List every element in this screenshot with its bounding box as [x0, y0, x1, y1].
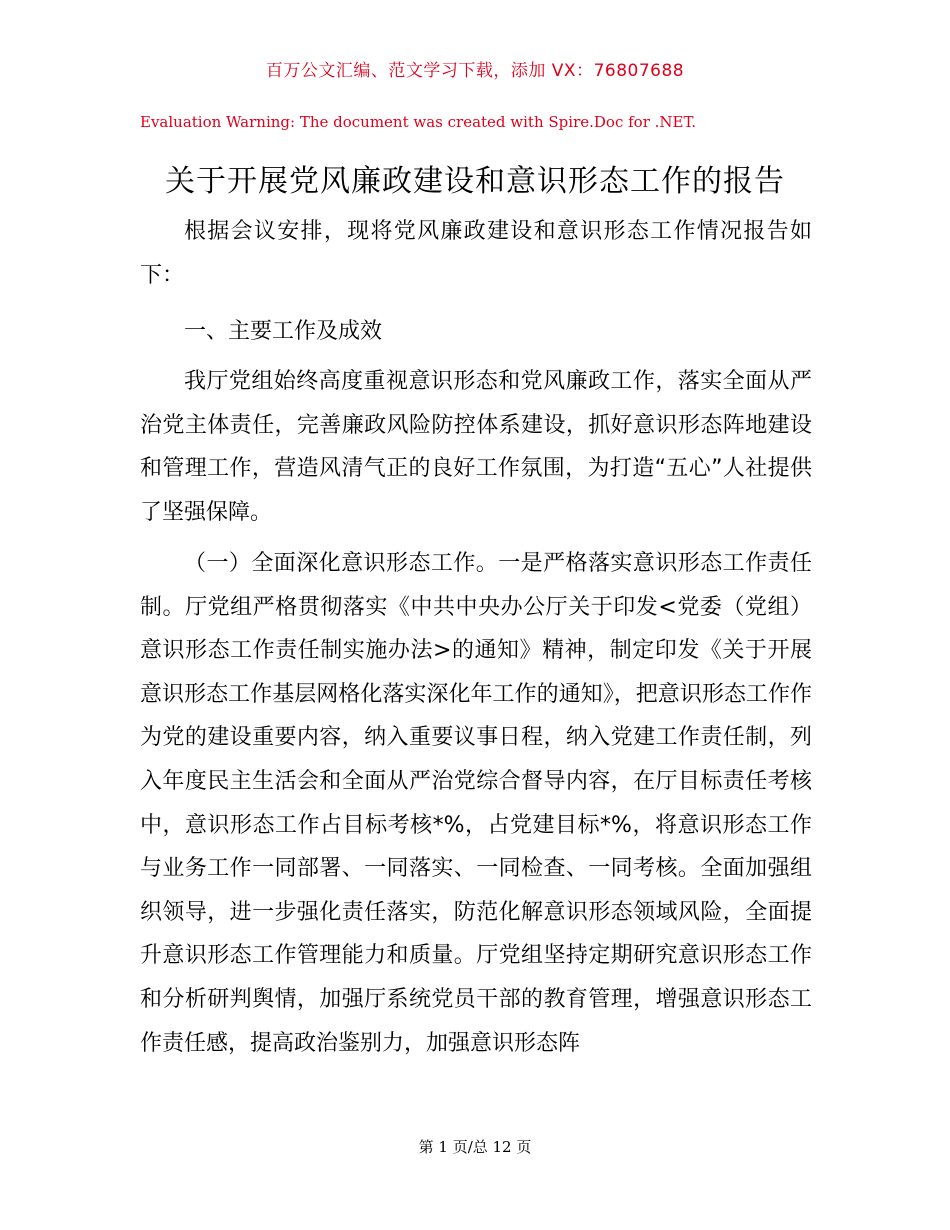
evaluation-warning: Evaluation Warning: The document was created with Spire.Doc for .NET.: [140, 113, 697, 131]
subsection-paragraph: （一）全面深化意识形态工作。一是严格落实意识形态工作责任制。厅党组严格贯彻落实《中共中央办公厅关于印发<党委（党组）意识形态工作责任制实施办法>的通知》精神，制定印发《关于开展意识形态工作基层网格化落实深化年工作的通知》，把意识形态工作作为党的建设重要内容，纳入重要议事日程，纳入党建工作责任制，列入年度民主生活会和全面从严治党综合督导内容，在厅目标责任考核中，意识形态工作占目标考核*%，占党建目标*%，将意识形态工作与业务工作一同部署、一同落实、一同检查、一同考核。全面加强组织领导，进一步强化责任落实，防范化解意识形态领域风险，全面提升意识形态工作管理能力和质量。厅党组坚持定期研究意识形态工作和分析研判舆情，加强厅系统党员干部的教育管理，增强意识形态工作责任感，提高政治鉴别力，加强意识形态阵: [140, 551, 812, 1056]
section-paragraph: 我厅党组始终高度重视意识形态和党风廉政工作，落实全面从严治党主体责任，完善廉政风险防控体系建设，抓好意识形态阵地建设和管理工作，营造风清气正的良好工作氛围，为打造“五心”人社提供了坚强保障。: [140, 369, 812, 525]
header-ad-text: 百万公文汇编、范文学习下载，添加 VX：76807688: [265, 61, 685, 81]
section-heading: 一、主要工作及成效: [184, 319, 383, 344]
page-number: 第 1 页/总 12 页: [418, 1138, 532, 1156]
document-title: 关于开展党风廉政建设和意识形态工作的报告: [165, 164, 785, 199]
intro-paragraph: 根据会议安排，现将党风廉政建设和意识形态工作情况报告如下：: [140, 219, 812, 288]
